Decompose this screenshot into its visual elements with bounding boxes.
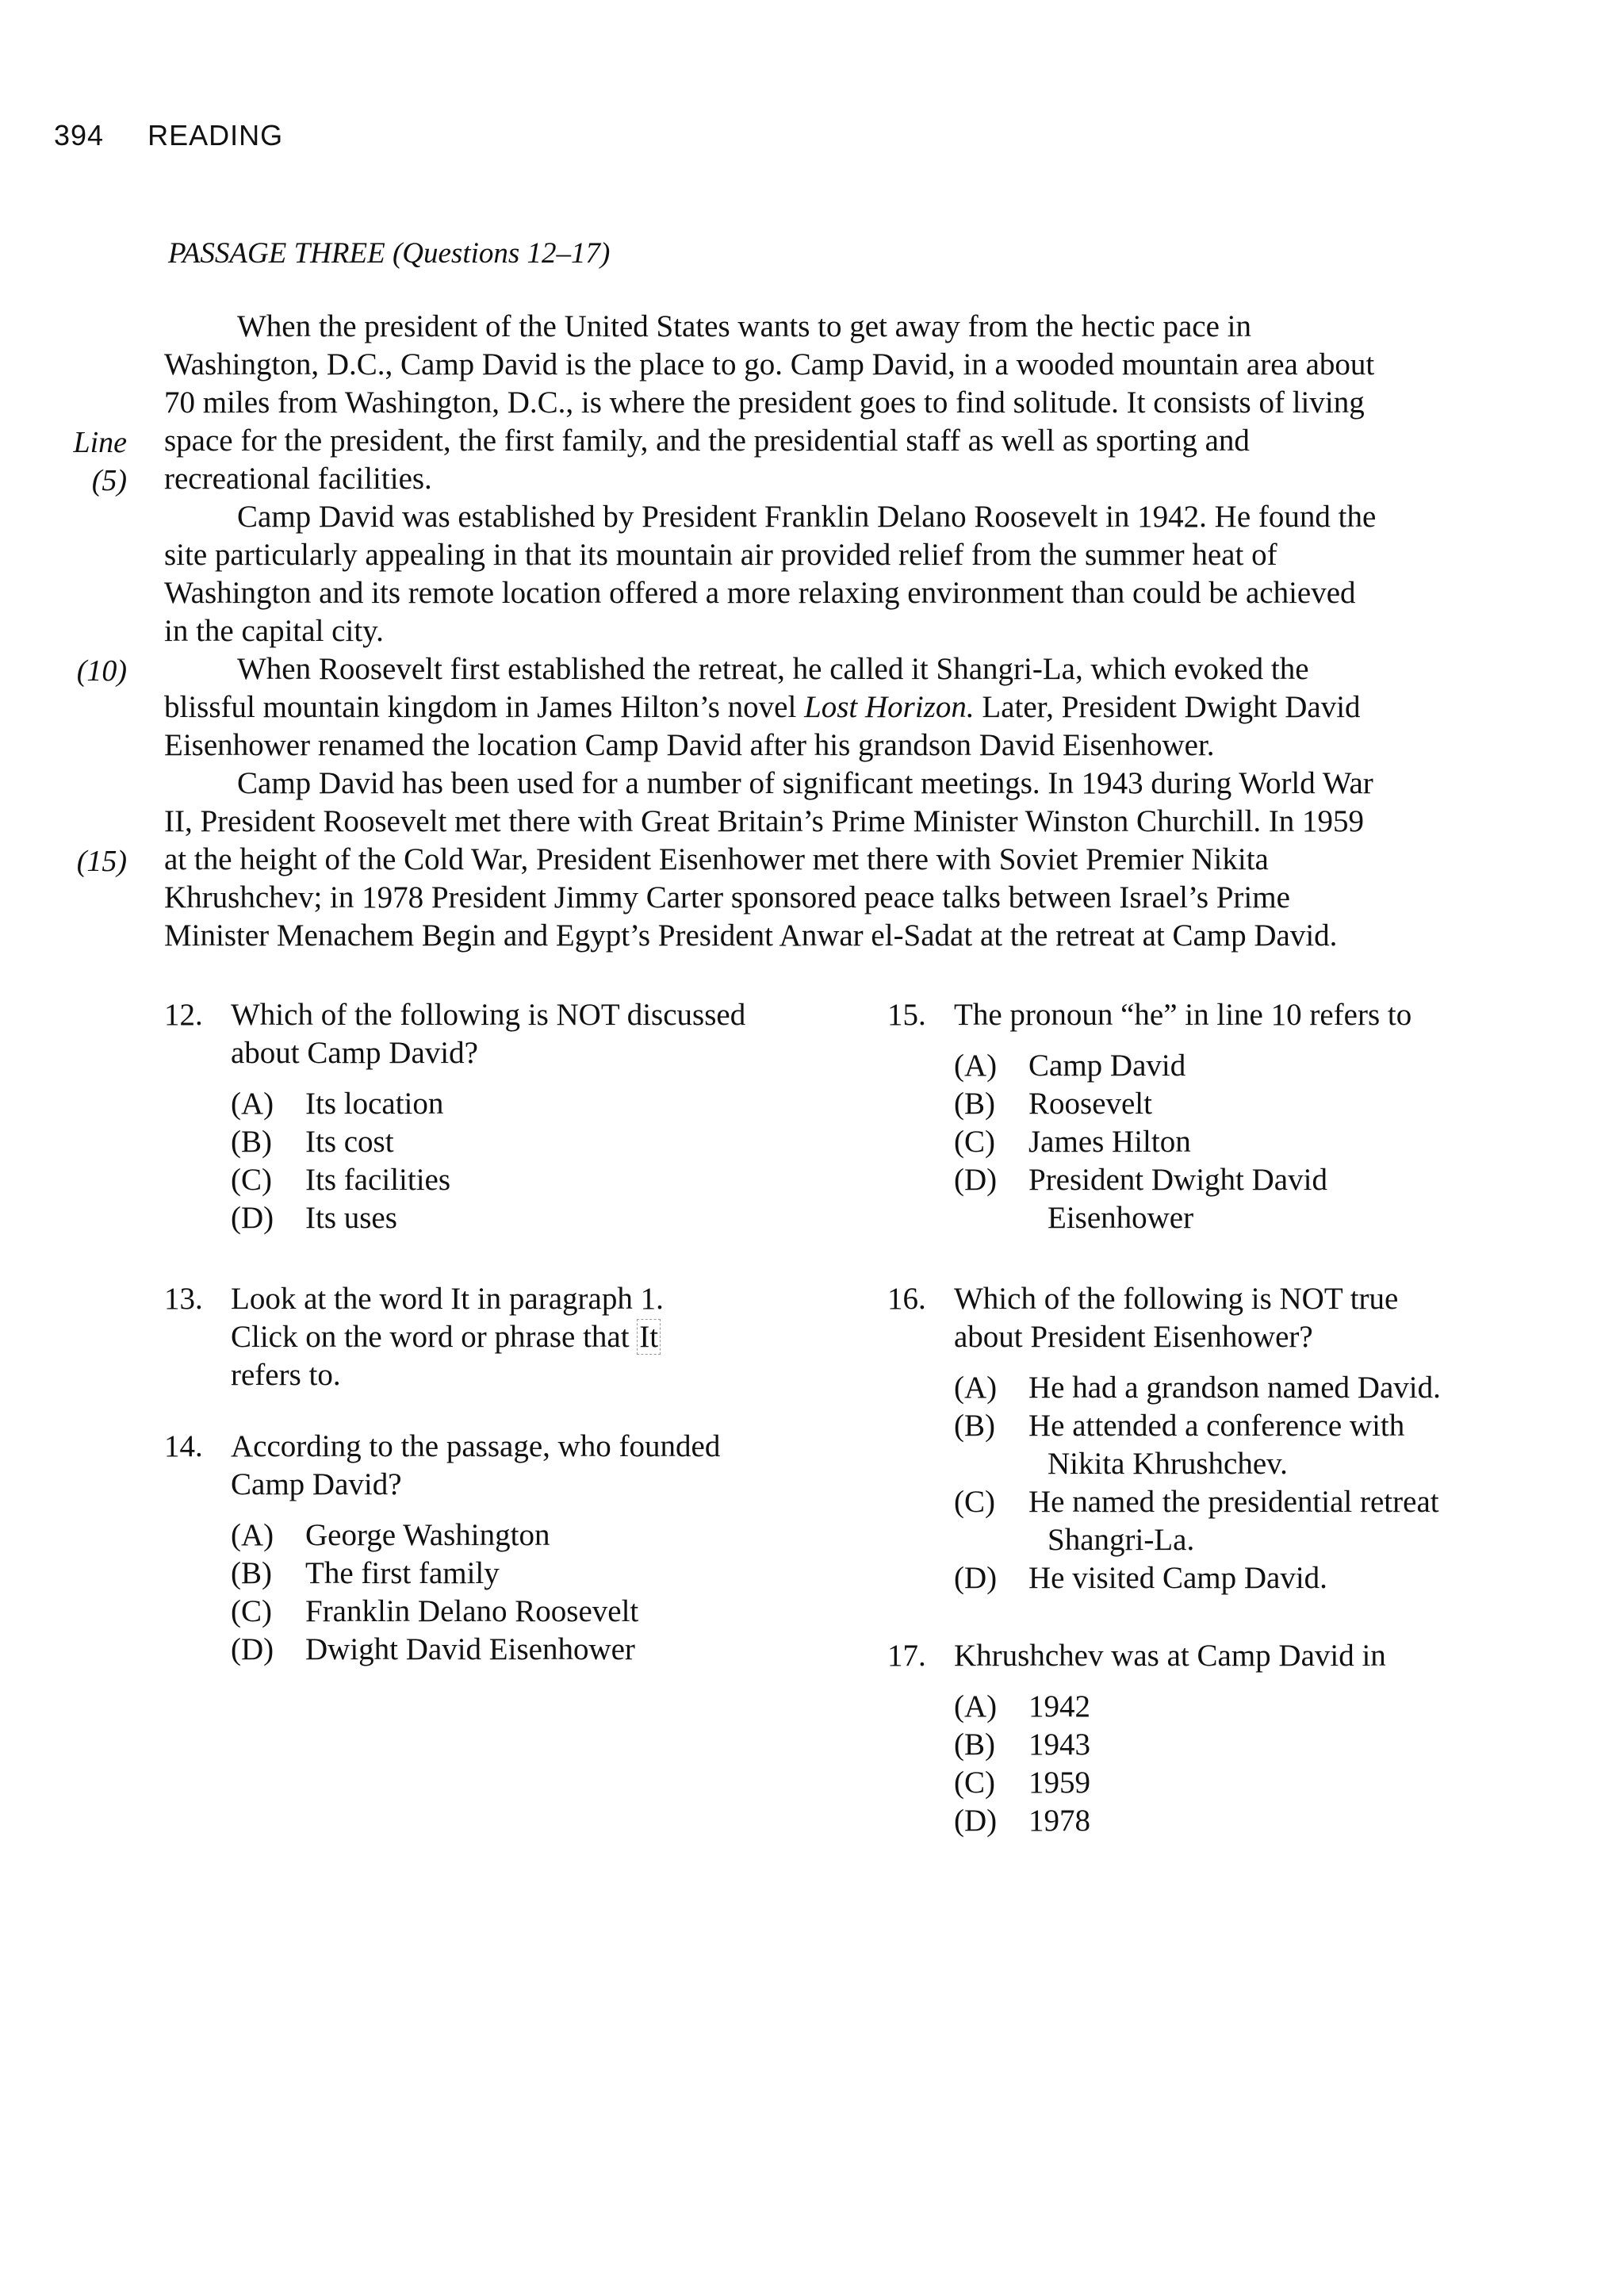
line-marker-5: (5) <box>91 464 127 497</box>
line-marker-15: (15) <box>76 845 127 878</box>
passage-line-text: blissful mountain kingdom in James Hilton’s novel <box>164 690 805 724</box>
answer-option[interactable] <box>164 1516 720 1555</box>
option-text: The first family <box>305 1556 500 1590</box>
question-14 <box>164 1428 720 1669</box>
option-letter: (B) <box>231 1556 272 1590</box>
option-letter: (D) <box>231 1632 274 1666</box>
option-letter: (C) <box>231 1594 272 1628</box>
option-letter: (D) <box>231 1201 274 1235</box>
question-15 <box>887 996 1411 1237</box>
passage-line[interactable]: When Roosevelt first established the retreat, he called it Shangri-La, which evoked the <box>237 652 1309 686</box>
passage-line[interactable]: recreational facilities. <box>164 462 432 496</box>
passage-line[interactable]: Camp David was established by President Franklin Delano Roosevelt in 1942. He found the <box>237 500 1377 534</box>
question-16 <box>887 1280 1441 1597</box>
passage-line[interactable]: space for the president, the first family, and the presidential staff as well as sporting and <box>164 424 1250 458</box>
answer-option[interactable] <box>164 1593 720 1631</box>
option-text: Its location <box>305 1087 444 1121</box>
option-text: He named the presidential retreat <box>1028 1485 1439 1519</box>
option-letter: (A) <box>954 1371 998 1405</box>
question-text: Which of the following is NOT discussed <box>231 998 746 1032</box>
question-text <box>231 1318 664 1356</box>
page-number: 394 <box>54 119 105 151</box>
option-text: 1959 <box>1028 1766 1090 1800</box>
option-letter: (B) <box>954 1409 995 1443</box>
option-text: President Dwight David <box>1028 1163 1327 1197</box>
answer-option[interactable] <box>887 1802 1386 1840</box>
option-letter: (B) <box>231 1125 272 1159</box>
passage-line[interactable]: Eisenhower renamed the location Camp David after his grandson David Eisenhower. <box>164 728 1215 762</box>
option-text: 1943 <box>1028 1727 1090 1762</box>
option-text-continued: Eisenhower <box>1048 1201 1194 1235</box>
option-letter: (C) <box>954 1485 995 1519</box>
option-letter: (D) <box>954 1804 998 1838</box>
answer-option[interactable] <box>887 1688 1386 1726</box>
option-letter: (A) <box>231 1518 274 1552</box>
answer-option[interactable] <box>887 1123 1411 1161</box>
question-text: Look at the word It in paragraph 1. <box>231 1282 664 1316</box>
question-number: 12. <box>164 998 203 1032</box>
option-text: Roosevelt <box>1028 1087 1152 1121</box>
option-text-continued: Nikita Khrushchev. <box>1048 1447 1288 1481</box>
option-letter: (C) <box>954 1125 995 1159</box>
option-text: Camp David <box>1028 1049 1186 1083</box>
option-letter: (B) <box>954 1727 995 1762</box>
passage-line-text: Later, President Dwight David <box>974 690 1361 724</box>
novel-title: Lost Horizon. <box>804 690 975 724</box>
question-number: 16. <box>887 1282 926 1316</box>
option-letter: (C) <box>231 1163 272 1197</box>
target-word-box: It <box>637 1319 661 1355</box>
option-text-continued: Shangri-La. <box>1048 1523 1195 1557</box>
passage-line[interactable]: site particularly appealing in that its mountain air provided relief from the summer heat of <box>164 538 1277 572</box>
option-letter: (B) <box>954 1087 995 1121</box>
option-text: Dwight David Eisenhower <box>305 1632 635 1666</box>
option-letter: (D) <box>954 1163 998 1197</box>
option-text: 1978 <box>1028 1804 1090 1838</box>
answer-option[interactable] <box>887 1369 1441 1407</box>
passage-line[interactable]: Washington and its remote location offered a more relaxing environment than could be achieved <box>164 576 1356 610</box>
option-text: 1942 <box>1028 1689 1090 1723</box>
passage-line[interactable] <box>164 688 1584 727</box>
passage-line[interactable]: Camp David has been used for a number of significant meetings. In 1943 during World War <box>237 766 1373 800</box>
answer-option[interactable] <box>887 1161 1411 1237</box>
question-text: Which of the following is NOT true <box>954 1282 1399 1316</box>
question-text: Camp David? <box>231 1467 402 1501</box>
passage-body <box>164 308 1584 955</box>
question-text: about Camp David? <box>231 1036 478 1070</box>
question-12 <box>164 996 745 1237</box>
option-text: Franklin Delano Roosevelt <box>305 1594 639 1628</box>
question-text: refers to. <box>231 1358 341 1392</box>
option-text: Its facilities <box>305 1163 451 1197</box>
passage-line[interactable]: at the height of the Cold War, President Eisenhower met there with Soviet Premier Nikita <box>164 842 1269 876</box>
question-number: 17. <box>887 1639 926 1673</box>
option-text: Its cost <box>305 1125 394 1159</box>
question-text-part: Click on the word or phrase that <box>231 1320 638 1354</box>
answer-option[interactable] <box>164 1199 745 1237</box>
option-letter: (A) <box>954 1049 998 1083</box>
answer-option[interactable] <box>164 1161 745 1199</box>
answer-option[interactable] <box>164 1085 745 1123</box>
option-text: He visited Camp David. <box>1028 1561 1327 1595</box>
answer-option[interactable] <box>887 1085 1411 1123</box>
answer-option[interactable] <box>164 1555 720 1593</box>
answer-option[interactable] <box>164 1123 745 1161</box>
option-letter: (A) <box>954 1689 998 1723</box>
answer-option[interactable] <box>887 1559 1441 1597</box>
question-text: Khrushchev was at Camp David in <box>954 1639 1386 1673</box>
question-number: 14. <box>164 1429 203 1463</box>
option-text: James Hilton <box>1028 1125 1191 1159</box>
option-letter: (C) <box>954 1766 995 1800</box>
passage-line[interactable]: II, President Roosevelt met there with Great Britain’s Prime Minister Winston Churchill. In 1959 <box>164 804 1365 838</box>
answer-option[interactable] <box>887 1726 1386 1764</box>
answer-option[interactable] <box>887 1407 1441 1483</box>
question-text: about President Eisenhower? <box>954 1320 1313 1354</box>
option-letter: (D) <box>954 1561 998 1595</box>
line-marker-10: (10) <box>76 654 127 688</box>
question-text: According to the passage, who founded <box>231 1429 721 1463</box>
answer-option[interactable] <box>887 1483 1441 1559</box>
option-text: Its uses <box>305 1201 397 1235</box>
passage-line[interactable]: Minister Menachem Begin and Egypt’s President Anwar el-Sadat at the retreat at Camp David. <box>164 918 1338 953</box>
answer-option[interactable] <box>164 1631 720 1669</box>
question-13 <box>164 1280 664 1394</box>
question-17 <box>887 1637 1386 1840</box>
option-letter: (A) <box>231 1087 274 1121</box>
passage-title: PASSAGE THREE (Questions 12–17) <box>168 237 611 270</box>
question-number: 15. <box>887 998 926 1032</box>
answer-option[interactable] <box>887 1047 1411 1085</box>
option-text: He attended a conference with <box>1028 1409 1405 1443</box>
option-text: He had a grandson named David. <box>1028 1371 1441 1405</box>
passage-line: When the president of the United States wants to get away from the hectic pace in <box>237 309 1251 343</box>
answer-option[interactable] <box>887 1764 1386 1802</box>
line-marker-line: Line <box>73 426 127 459</box>
passage-line: Washington, D.C., Camp David is the place to go. Camp David, in a wooded mountain area about <box>164 347 1375 382</box>
option-text: George Washington <box>305 1518 550 1552</box>
page-header <box>54 119 283 152</box>
passage-line[interactable]: Khrushchev; in 1978 President Jimmy Carter sponsored peace talks between Israel’s Prime <box>164 880 1290 914</box>
passage-line[interactable]: in the capital city. <box>164 614 384 648</box>
section-title: READING <box>147 119 284 151</box>
passage-line[interactable]: 70 miles from Washington, D.C., is where the president goes to find solitude. It consists of living <box>164 385 1365 420</box>
question-number: 13. <box>164 1282 203 1316</box>
question-text: The pronoun “he” in line 10 refers to <box>954 998 1412 1032</box>
